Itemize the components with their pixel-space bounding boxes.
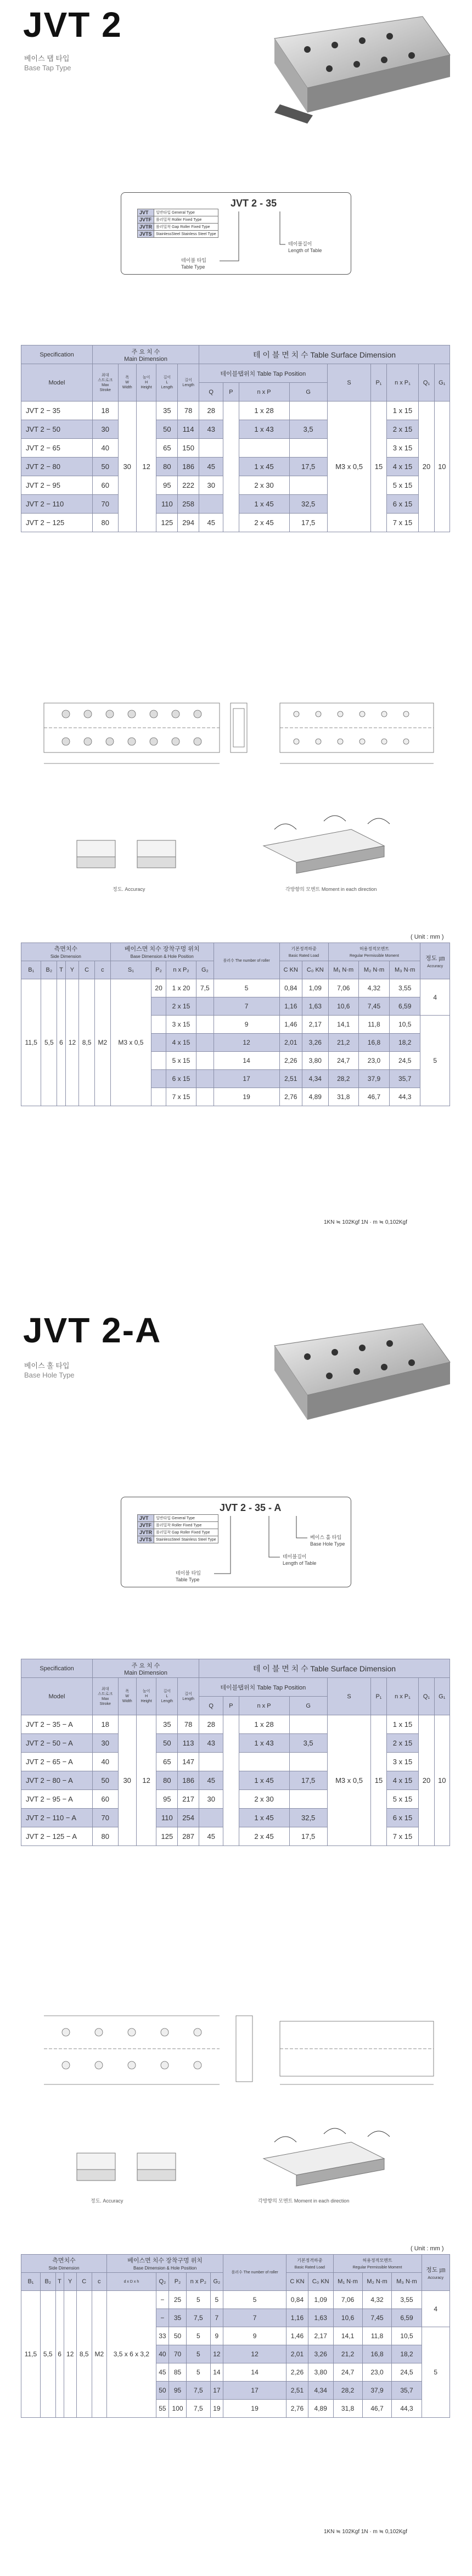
table-row: JVT 2 − 110 − A 70 110 254 1 x 45 32,5 6 x 15 [21,1809,450,1827]
type-code-table: JVT 일반타입 General Type JVTF 롤러밀착 Roller Fixed Type JVTR 롤러밀착 Gap Roller Fixed Type JVTS StainlessSteel Stainless Steel Type [137,209,218,238]
code-suffix: 35 [266,198,277,209]
model-cell: JVT 2 − 50 [21,420,93,439]
page-title-2: JVT 2-A [23,1311,162,1350]
table-row: JVT 2 − 125 80 125 294 45 2 x 45 17,5 7 x 15 [21,514,450,532]
model-cell: JVT 2 − 95 [21,476,93,495]
table-row: JVT 2 − 95 60 95 222 30 2 x 30 5 x 15 [21,476,450,495]
model-cell: JVT 2 − 125 − A [21,1827,93,1846]
footnote-jvt2a: 1KN ≒ 102Kgf 1N · m ≒ 0,102Kgf [324,2529,407,2535]
spec-table-jvt2: Specification 주 요 치 수 Main Dimension 테 이 블 면 치 수 Table Surface Dimension Model 최대 스트로크 Max Stroke 폭 W Width 높이 H Height 길이 L Length 길이 Length 테이블탭위치 Table Tap Position S P₁ n x P₁ Q₁ G₁ Q P n x P G JVT 2 − 35 18 30 12 35 78 28 1 x 28 M3 x 0,5 15 1 x 15 20 10 JVT 2 − 50 30 50 114 43 1 x 43 3,5 2 x 15 JVT 2 − 65 40 65 150 3 x 15 JVT 2 − 80 50 80 186 45 1 x 45 17,5 4 x 15 JVT 2 − 95 60 95 222 30 2 x 30 5 x 15 JVT 2 − 110 70 110 258 1 x 45 32,5 6 x 15 JVT 2 − 125 80 125 294 45 2 x 45 17,5 7 x 15 [21,345,450,532]
subtitle-ko-2: 베이스 홀 타입 [24,1362,70,1370]
table-row: 11,5 5,5 6 12 8,5 M2 3,5 x 6 x 3,2 − 25 5 5 5 0,84 1,09 7,06 4,32 3,55 4 [21,2291,450,2309]
model-cell: JVT 2 − 95 − A [21,1790,93,1809]
product-image [241,5,461,137]
technical-drawing-jvt2 [22,681,450,780]
model-cell: JVT 2 − 50 − A [21,1734,93,1753]
product-image-2 [241,1313,461,1445]
table-row: 33 50 5 9 9 1,46 2,17 14,1 11,8 10,5 5 [21,2327,450,2345]
unit-label-jvt2: ( Unit : mm ) [411,934,444,940]
model-cell: JVT 2 − 110 − A [21,1809,93,1827]
accuracy-drawing-jvt2 [60,818,214,879]
table-row: 7 x 15 19 2,76 4,89 31,8 46,7 44,3 [21,1088,450,1106]
table-row: JVT 2 − 50 30 50 114 43 1 x 43 3,5 2 x 15 [21,420,450,439]
table-row: JVT 2 − 65 − A 40 65 147 3 x 15 [21,1753,450,1771]
code-prefix: JVT [231,198,249,209]
unit-label-jvt2a: ( Unit : mm ) [411,2245,444,2252]
accuracy-caption-2: 정도. Accuracy [91,2198,123,2204]
table-row: JVT 2 − 110 70 110 258 1 x 45 32,5 6 x 15 [21,495,450,514]
ordering-code-diagram: JVT 2 - 35 JVT 일반타입 General Type JVTF 롤러밀착 Roller Fixed Type JVTR 롤러밀착 Gap Roller Fixed Type JVTS StainlessSteel Stainless Steel Type 테이블 타입 Table Type 테이블길이 Length of Table [121,192,351,302]
table-row: JVT 2 − 50 − A 30 50 113 43 1 x 43 3,5 2 x 15 [21,1734,450,1753]
table-row: JVT 2 − 35 − A 18 30 12 35 78 28 1 x 28 M3 x 0,5 15 1 x 15 20 10 [21,1715,450,1734]
technical-drawing-jvt2a [22,1999,450,2098]
table-row: JVT 2 − 35 18 30 12 35 78 28 1 x 28 M3 x 0,5 15 1 x 15 20 10 [21,402,450,420]
table-row: JVT 2 − 80 − A 50 80 186 45 1 x 45 17,5 4 x 15 [21,1771,450,1790]
model-cell: JVT 2 − 65 − A [21,1753,93,1771]
accuracy-drawing-jvt2a [60,2131,214,2192]
model-cell: JVT 2 − 35 [21,402,93,420]
moment-drawing-jvt2a [241,2120,406,2192]
accuracy-caption: 정도. Accuracy [113,886,145,892]
table-row: 5 x 15 14 2,26 3,80 24,7 23,0 24,5 [21,1052,450,1070]
table-row: 45 85 5 14 14 2,26 3,80 24,7 23,0 24,5 [21,2363,450,2382]
table-row: 3 x 15 9 1,46 2,17 14,1 11,8 10,5 5 [21,1016,450,1034]
page-title: JVT 2 [23,5,122,44]
table-row: JVT 2 − 65 40 65 150 3 x 15 [21,439,450,458]
model-cell: JVT 2 − 80 − A [21,1771,93,1790]
moment-caption: 각방향의 모멘트 Moment in each direction [285,886,377,892]
perf-table-jvt2a: 측면치수 Side Dimension 베이스면 치수 장착구멍 위치 Base Dimension & Hole Position 롤러수 The number of roller 기본정격하중 Basic Rated Load 허용정적모멘트 Regular Permissible Moment 정도 ㎛ Accuracy B₁ B₂ T Y C c d x D x h Q₂ P₂ n x P₂ G₂ C KN C₀ KN M₁ N·m M₂ N·m M₃ N·m 11,5 5,5 6 12 8,5 M2 3,5 x 6 x 3,2 − 25 5 5 5 0,84 1,09 7,06 4,32 3,55 4 − 35 7,5 7 7 1,16 1,63 10,6 7,45 6,59 33 50 5 9 9 1,46 2,17 14,1 11,8 10,5 5 40 70 5 12 12 2,01 3,26 21,2 16,8 18,2 45 85 5 14 14 2,26 3,80 24,7 23,0 24,5 50 95 7,5 17 17 2,51 4,34 28,2 37,9 35,7 55 100 7,5 19 19 2,76 4,89 31,8 46,7 44,3 [21,2254,450,2418]
subtitle-en-2: Base Hole Type [24,1371,75,1379]
moment-drawing-jvt2 [241,807,406,879]
table-row: 4 x 15 12 2,01 3,26 21,2 16,8 18,2 [21,1034,450,1052]
model-cell: JVT 2 − 110 [21,495,93,514]
model-cell: JVT 2 − 65 [21,439,93,458]
table-row: 55 100 7,5 19 19 2,76 4,89 31,8 46,7 44,3 [21,2400,450,2418]
subtitle-en: Base Tap Type [24,64,71,72]
spec-table-jvt2a: Specification 주 요 치 수 Main Dimension 테 이 블 면 치 수 Table Surface Dimension Model 최대 스트로크 Max Stroke 폭 W Width 높이 H Height 길이 L Length 길이 Length 테이블탭위치 Table Tap Position S P₁ n x P₁ Q₁ G₁ Q P n x P G JVT 2 − 35 − A 18 30 12 35 78 28 1 x 28 M3 x 0,5 15 1 x 15 20 10 JVT 2 − 50 − A 30 50 113 43 1 x 43 3,5 2 x 15 JVT 2 − 65 − A 40 65 147 3 x 15 JVT 2 − 80 − A 50 80 186 45 1 x 45 17,5 4 x 15 JVT 2 − 95 − A 60 95 217 30 2 x 30 5 x 15 JVT 2 − 110 − A 70 110 254 1 x 45 32,5 6 x 15 JVT 2 − 125 − A 80 125 287 45 2 x 45 17,5 7 x 15 [21,1659,450,1846]
model-cell: JVT 2 − 80 [21,458,93,476]
perf-table-jvt2: 측면치수 Side Dimension 베이스면 치수 장착구멍 위치 Base Dimension & Hole Position 롤러수 The number of roller 기본정격하중 Basic Rated Load 허용정적모멘트 Regular Permissible Moment 정도 ㎛ Accuracy B₁ B₂ T Y C c S₁ P₂ n x P₂ G₂ C KN C₀ KN M₁ N·m M₂ N·m M₃ N·m 11,5 5,5 6 12 8,5 M2 M3 x 0,5 20 1 x 20 7,5 5 0,84 1,09 7,06 4,32 3,55 4 2 x 15 7 1,16 1,63 10,6 7,45 6,59 3 x 15 9 1,46 2,17 14,1 11,8 10,5 5 4 x 15 12 2,01 3,26 21,2 16,8 18,2 5 x 15 14 2,26 3,80 24,7 23,0 24,5 6 x 15 17 2,51 4,34 28,2 37,9 35,7 7 x 15 19 2,76 4,89 31,8 46,7 44,3 [21,943,450,1106]
table-row: 2 x 15 7 1,16 1,63 10,6 7,45 6,59 [21,997,450,1016]
moment-caption-2: 각방향의 모멘트 Moment in each direction [258,2198,350,2204]
table-row: 50 95 7,5 17 17 2,51 4,34 28,2 37,9 35,7 [21,2382,450,2400]
table-row: − 35 7,5 7 7 1,16 1,63 10,6 7,45 6,59 [21,2309,450,2327]
table-row: JVT 2 − 125 − A 80 125 287 45 2 x 45 17,5 7 x 15 [21,1827,450,1846]
table-row: 6 x 15 17 2,51 4,34 28,2 37,9 35,7 [21,1070,450,1088]
code-label-2: JVT 2 - 35 - A [220,1502,282,1513]
subtitle-ko: 베이스 탭 타입 [24,54,70,63]
model-cell: JVT 2 − 125 [21,514,93,532]
code-mid: 2 [251,198,257,209]
table-row: JVT 2 − 80 50 80 186 45 1 x 45 17,5 4 x 15 [21,458,450,476]
ordering-code-diagram-2: JVT 2 - 35 - A JVT 일반타입 General Type JVTF 롤러밀착 Roller Fixed Type JVTR 롤러밀착 Gap Roller Fixed Type JVTS StainlessSteel Stainless Steel Type 베이스 홀 타입 Base Hole Type 테이블길이 Length of Table 테이블 타입 Table Type [121,1497,351,1607]
table-row: JVT 2 − 95 − A 60 95 217 30 2 x 30 5 x 15 [21,1790,450,1809]
table-row: 40 70 5 12 12 2,01 3,26 21,2 16,8 18,2 [21,2345,450,2363]
type-code-table-2: JVT 일반타입 General Type JVTF 롤러밀착 Roller Fixed Type JVTR 롤러밀착 Gap Roller Fixed Type JVTS StainlessSteel Stainless Steel Type [137,1514,218,1543]
model-cell: JVT 2 − 35 − A [21,1715,93,1734]
table-row: 11,5 5,5 6 12 8,5 M2 M3 x 0,5 20 1 x 20 7,5 5 0,84 1,09 7,06 4,32 3,55 4 [21,979,450,997]
footnote-jvt2: 1KN ≒ 102Kgf 1N · m ≒ 0,102Kgf [324,1219,407,1225]
